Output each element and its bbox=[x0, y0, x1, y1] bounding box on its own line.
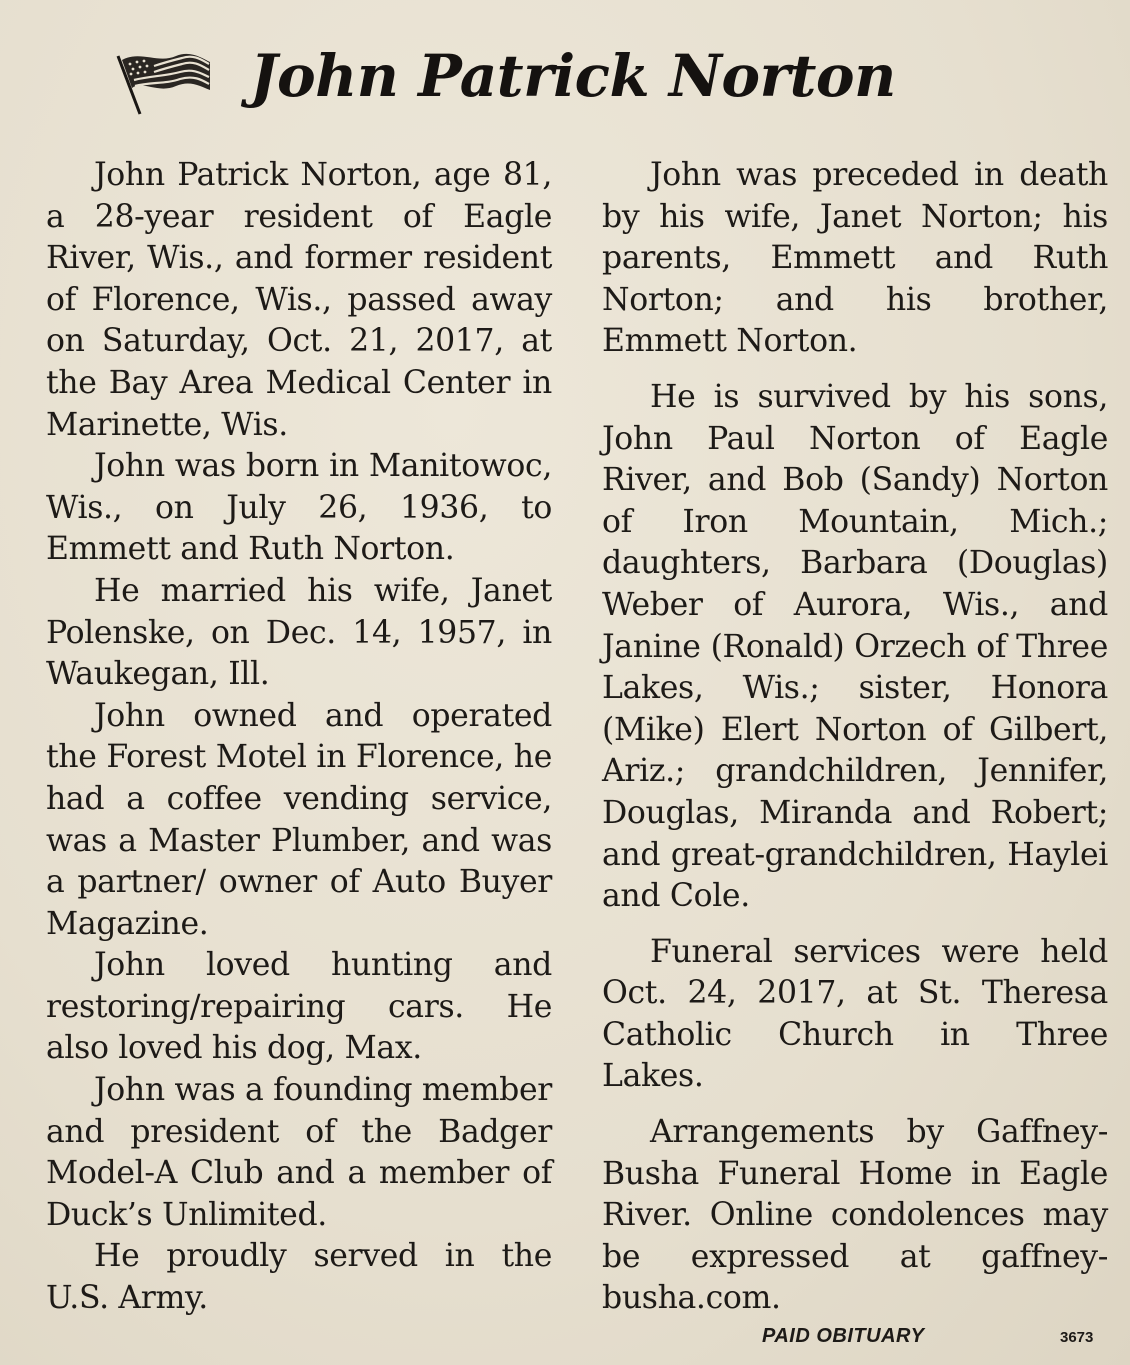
right-column bbox=[602, 155, 1108, 1320]
paragraph: Arrangements by Gaffney-Busha Funeral Home in Eagle River. Online condolences may be expressed at gaffney-busha.com. bbox=[602, 1114, 1108, 1317]
paragraph: John owned and operated the Forest Motel in Florence, he had a coffee vending service, was a Master Plumber, and was a partner/ owner of Auto Buyer Magazine. bbox=[46, 697, 552, 942]
american-flag-icon bbox=[110, 46, 215, 116]
paragraph: John was born in Manitowoc, Wis., on July 26, 1936, to Emmett and Ruth Norton. bbox=[46, 448, 552, 568]
paragraph: John was a founding member and president of the Badger Model-A Club and a member of Duck’s Unlimited. bbox=[46, 1072, 552, 1233]
paragraph: He married his wife, Janet Polenske, on Dec. 14, 1957, in Waukegan, Ill. bbox=[46, 572, 552, 693]
paragraph: John was preceded in death by his wife, Janet Norton; his parents, Emmett and Ruth Norton; and his brother, Emmett Norton. bbox=[602, 157, 1108, 360]
obituary-title: John Patrick Norton bbox=[250, 42, 896, 110]
paragraph: He is survived by his sons, John Paul Norton of Eagle River, and Bob (Sandy) Norton of Iron Mountain, Mich.; daughters, Barbara (Douglas) Weber of Aurora, Wis., and Janine (Ronald) Orzech of Three Lakes, Wis.; sister, Honora (Mike) Elert Norton of Gilbert, Ariz.; grandchildren, Jennifer, Douglas, Miranda and Robert; and great-grandchildren, Haylei and Cole. bbox=[602, 378, 1108, 915]
ad-code: 3673 bbox=[1060, 1329, 1094, 1346]
paragraph: Funeral services were held Oct. 24, 2017, at St. Theresa Catholic Church in Three Lakes. bbox=[602, 933, 1108, 1095]
obituary-header bbox=[0, 38, 1130, 118]
paid-obituary-label: PAID OBITUARY bbox=[762, 1325, 925, 1347]
left-column bbox=[46, 155, 552, 1320]
paragraph: He proudly served in the U.S. Army. bbox=[46, 1238, 552, 1317]
paragraph: John Patrick Norton, age 81, a 28-year resident of Eagle River, Wis., and former resident of Florence, Wis., passed away on Saturday, Oct. 21, 2017, at the Bay Area Medical Center in Marinette, Wis. bbox=[46, 157, 552, 443]
paragraph: John loved hunting and restoring/repairing cars. He also loved his dog, Max. bbox=[46, 947, 552, 1067]
